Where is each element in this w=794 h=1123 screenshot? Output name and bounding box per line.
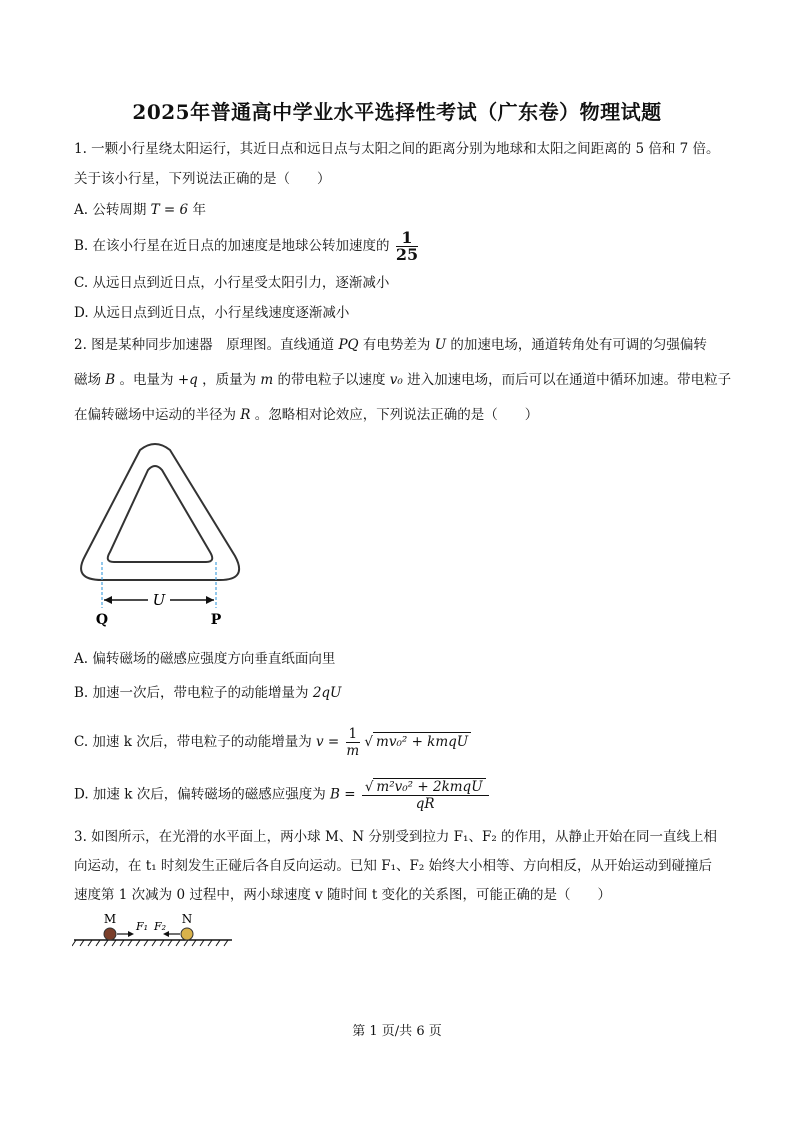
q3-stem-line2: 向运动，在 t₁ 时刻发生正碰后各自反向运动。已知 F₁、F₂ 始终大小相等、方向相反，从开始运动到碰撞后 [74,858,713,874]
q1-option-b [74,230,418,263]
q2-math-q: +q [177,372,198,388]
q2-stem-line3 [74,406,538,424]
q2-text: 磁场 [74,372,101,388]
q1-option-a-math: T = 6 [150,202,189,218]
q2-math-r: R [240,407,251,423]
sqrt-icon: √ [364,779,374,795]
q2-option-c-fraction [346,726,361,759]
fraction-denominator: m [346,743,360,759]
q2-option-d-fraction [362,778,489,812]
label-f1: F₁ [136,920,149,933]
q1-option-b-fraction [396,230,418,263]
q2-math-pq: PQ [338,337,359,353]
f1-arrowhead-icon [128,931,134,937]
q2-math-b: B [105,372,116,388]
ball-m [104,928,116,940]
q2-option-c-radicand: mv₀² + kmqU [373,732,471,751]
q2-option-d-text: D. 加速 k 次后，偏转磁场的磁感应强度为 [74,786,326,803]
ball-n [181,928,193,940]
label-p: P [210,612,222,628]
q2-text: 。忽略相对论效应，下列说法正确的是（ ） [254,407,539,423]
fraction-numerator [362,778,489,796]
q2-option-d-lhs: B = [329,786,356,803]
q2-option-b [74,684,341,702]
q2-option-b-text: B. 加速一次后，带电粒子的动能增量为 [74,685,309,701]
q2-math-v0: v₀ [389,372,403,388]
q3-stem-line1: 3. 如图所示，在光滑的水平面上，两小球 M、N 分别受到拉力 F₁、F₂ 的作用，从静止开始在同一直线上相 [74,829,718,845]
exam-title: 2025年普通高中学业水平选择性考试（广东卷）物理试题 [132,100,662,124]
q2-text: 。电量为 [119,372,174,388]
arrowhead-right-icon [206,596,214,604]
label-u: U [152,591,166,609]
collision-diagram [72,910,234,952]
q1-option-a-suffix: 年 [192,202,206,218]
q2-stem-line2 [74,371,731,389]
fraction-denominator: 25 [395,245,419,264]
q2-stem-line1 [74,336,707,354]
q2-text: 的带电粒子以速度 [277,372,386,388]
page-footer: 第 1 页/共 6 页 [352,1024,442,1039]
q2-text: 的加速电场，通道转角处有可调的匀强偏转 [450,337,707,353]
fraction-denominator: qR [415,796,435,812]
q1-option-a-text: A. 公转周期 [74,202,147,218]
ground-hatching [72,940,228,946]
q2-option-b-math: 2qU [312,685,342,701]
q3-stem-line3: 速度第 1 次减为 0 过程中，两小球速度 v 随时间 t 变化的关系图，可能正确的是（ ） [74,887,612,903]
label-m: M [103,912,117,926]
q1-option-c: C. 从远日点到近日点，小行星受太阳引力，逐渐减小 [74,275,390,291]
q2-option-c [74,726,471,759]
sqrt-icon: √ [364,734,374,750]
accelerator-diagram [70,438,260,628]
q2-text: ，质量为 [202,372,257,388]
q2-text: 进入加速电场，而后可以在通道中循环加速。带电粒子 [407,372,732,388]
q1-stem-line2: 关于该小行星，下列说法正确的是（ ） [74,171,331,187]
q1-option-b-text: B. 在该小行星在近日点的加速度是地球公转加速度的 [74,238,390,254]
q2-option-a: A. 偏转磁场的磁感应强度方向垂直纸面向里 [74,651,336,667]
q2-option-d-radicand: m²v₀² + 2kmqU [373,778,485,795]
outer-track [81,444,239,580]
q2-option-d [74,778,489,812]
q1-option-d: D. 从远日点到近日点，小行星线速度逐渐减小 [74,305,350,321]
label-n: N [181,912,193,926]
q2-math-m: m [260,372,274,388]
q1-option-a [74,201,206,219]
q2-option-c-text: C. 加速 k 次后，带电粒子的动能增量为 [74,734,312,750]
q2-option-c-lhs: v = [316,734,340,750]
arrowhead-left-icon [104,596,112,604]
label-q: Q [95,612,109,628]
fraction-numerator: 1 [396,230,418,247]
q2-text: 有电势差为 [362,337,431,353]
fraction-numerator: 1 [346,726,361,743]
q2-text: 在偏转磁场中运动的半径为 [74,407,236,423]
q2-text: 2. 图是某种同步加速器 原理图。直线通道 [74,337,335,353]
label-f2: F₂ [154,920,167,933]
q2-math-u: U [434,337,447,353]
q1-stem-line1: 1. 一颗小行星绕太阳运行，其近日点和远日点与太阳之间的距离分别为地球和太阳之间距离的 5 倍和 7 倍。 [74,141,720,157]
